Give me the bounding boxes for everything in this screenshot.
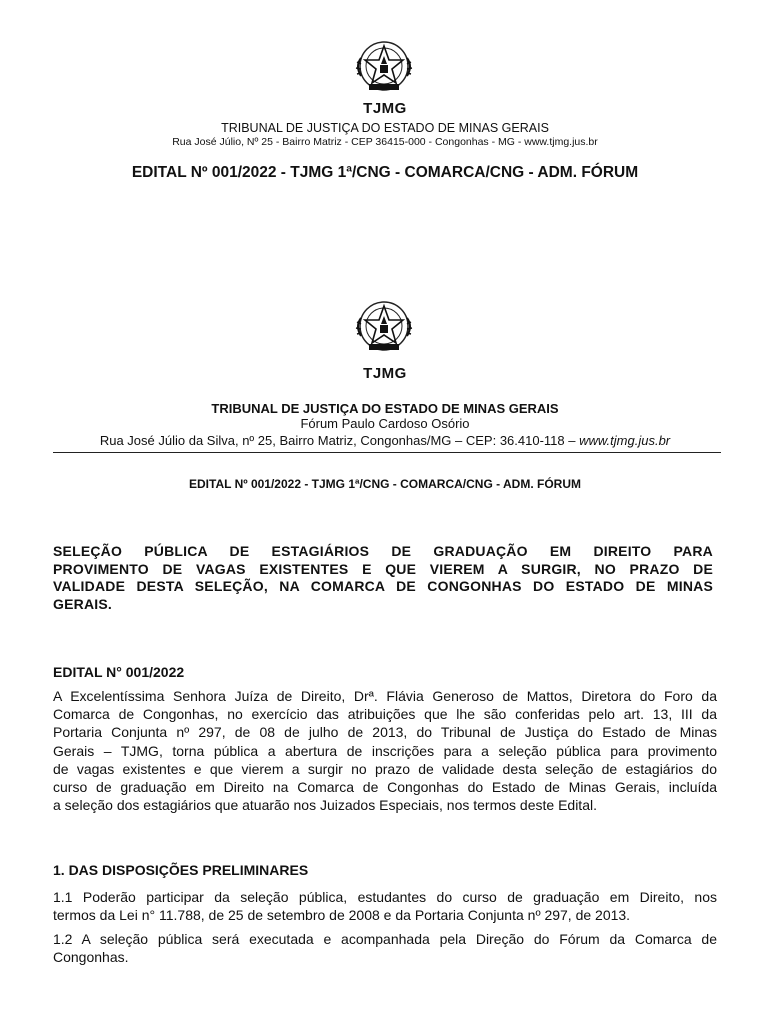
item-1-1 xyxy=(53,888,717,924)
header-divider xyxy=(53,452,721,453)
paragraph-line: curso de graduação em Direito na Comarca de Congonhas do Estado de Minas Gerais, incluída xyxy=(53,779,717,796)
court-name-header-top: TRIBUNAL DE JUSTIÇA DO ESTADO DE MINAS GERAIS xyxy=(221,121,549,135)
seal-label: TJMG xyxy=(363,365,407,382)
seal-label: TJMG xyxy=(363,100,407,117)
paragraph-line: termos da Lei n° 11.788, de 25 de setembro de 2008 e da Portaria Conjunta nº 297, de 2013. xyxy=(53,907,631,924)
paragraph-line: 1.1 Poderão participar da seleção pública, estudantes do curso de graduação em Direito, nos xyxy=(53,889,717,905)
address-line xyxy=(0,433,770,448)
court-name-header: TRIBUNAL DE JUSTIÇA DO ESTADO DE MINAS GERAIS xyxy=(211,401,559,416)
forum-name: Fórum Paulo Cardoso Osório xyxy=(300,416,470,431)
paragraph-line: a seleção dos estagiários que atuarão nos Juizados Especiais, nos termos deste Edital. xyxy=(53,797,597,814)
section-1-heading: 1. DAS DISPOSIÇÕES PRELIMINARES xyxy=(53,862,309,878)
tjmg-coat-of-arms-icon xyxy=(349,38,419,100)
website-link[interactable]: www.tjmg.jus.br xyxy=(579,433,671,448)
paragraph-line: de vagas existentes e que vierem a surgir no prazo de validade desta seleção de estagiários do xyxy=(53,760,717,777)
paragraph-line: Portaria Conjunta nº 297, de 08 de julho de 2013, do Tribunal de Justiça do Estado de Minas xyxy=(53,724,717,741)
subject-line: SELEÇÃO PÚBLICA DE ESTAGIÁRIOS DE GRADUAÇÃO EM DIREITO PARA xyxy=(53,543,713,559)
paragraph-line: 1.2 A seleção pública será executada e acompanhada pela Direção do Fórum da Comarca de xyxy=(53,931,717,947)
paragraph-line: A Excelentíssima Senhora Juíza de Direito, Drª. Flávia Generoso de Mattos, Diretora do Foro da xyxy=(53,688,717,704)
edital-title-top: EDITAL Nº 001/2022 - TJMG 1ª/CNG - COMARCA/CNG - ADM. FÓRUM xyxy=(131,164,639,181)
address-header-top: Rua José Júlio, Nº 25 - Bairro Matriz - CEP 36415-000 - Congonhas - MG - www.tjmg.jus.br xyxy=(172,136,598,148)
tjmg-coat-of-arms-icon xyxy=(349,298,419,360)
edital-heading: EDITAL N° 001/2022 xyxy=(53,664,185,680)
subject-title xyxy=(53,543,713,613)
item-1-2 xyxy=(53,930,717,966)
edital-paragraph xyxy=(53,687,717,814)
subject-line: GERAIS. xyxy=(53,595,112,612)
paragraph-line: Gerais – TJMG, torna pública a abertura de inscrições para a seleção pública para provimento xyxy=(53,742,717,759)
edital-title: EDITAL Nº 001/2022 - TJMG 1ª/CNG - COMARCA/CNG - ADM. FÓRUM xyxy=(189,477,581,491)
subject-line: PROVIMENTO DE VAGAS EXISTENTES E QUE VIEREM A SURGIR, NO PRAZO DE xyxy=(53,560,713,577)
paragraph-line: Comarca de Congonhas, no exercício das atribuições que lhe são conferidas pelo art. 13, III da xyxy=(53,706,717,723)
subject-line: VALIDADE DESTA SELEÇÃO, NA COMARCA DE CONGONHAS DO ESTADO DE MINAS xyxy=(53,578,713,594)
address-text: Rua José Júlio da Silva, nº 25, Bairro Matriz, Congonhas/MG – CEP: 36.410-118 – xyxy=(99,433,580,448)
paragraph-line: Congonhas. xyxy=(53,949,129,966)
